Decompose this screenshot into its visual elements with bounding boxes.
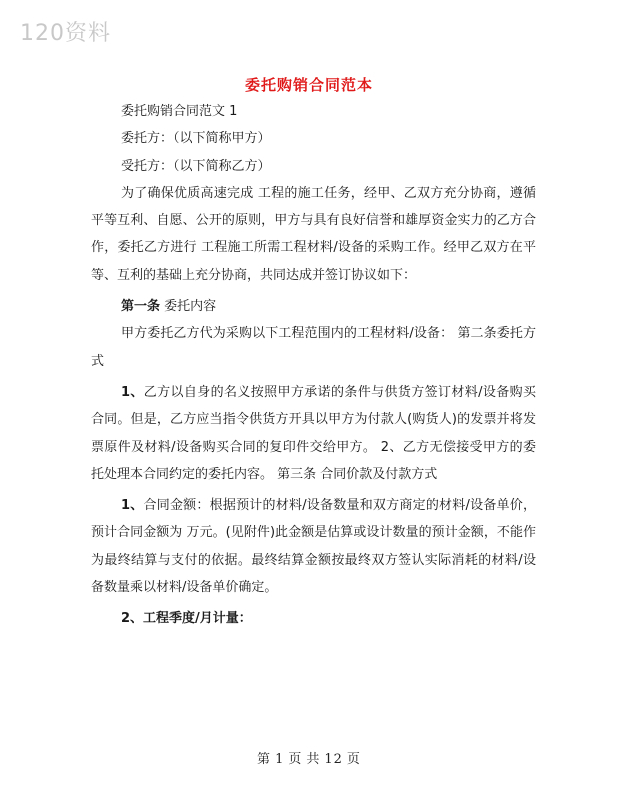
footer-total-word: 共: [306, 752, 321, 767]
footer-page-word: 第: [257, 752, 272, 767]
amount-clause-text: 合同金额：根据预计的材料/设备数量和双方商定的材料/设备单价，预计合同金额为 万元。(见附件)此金额是估算或设计数量的预计金额，不能作为最终结算与支付的依据。最终结算金额按最终双方签认实际消耗的材料/设备数量乘以材料/设备单价确定。: [91, 498, 536, 596]
footer-page-current: 1: [275, 752, 285, 767]
clause-1-number: 1、: [121, 384, 144, 400]
paragraph-quarterly-measure: [91, 605, 536, 632]
footer-page-total: 12: [324, 752, 343, 767]
page-footer: [0, 748, 618, 767]
paragraph-client: 委托方：（以下简称甲方）: [121, 131, 271, 147]
paragraph-preamble: 为了确保优质高速完成 工程的施工任务，经甲、乙双方充分协商，遵循平等互利、自愿、公开的原则，甲方与具有良好信誉和雄厚资金实力的乙方合作，委托乙方进行 工程施工所需工程材料/设备的采购工作。经甲乙双方在平等、互利的基础上充分协商，共同达成并签订协议如下：: [91, 185, 536, 283]
article-1-heading: 委托内容: [160, 299, 217, 315]
footer-page-unit: 页: [288, 752, 303, 767]
watermark-logo: 120资料: [20, 21, 111, 46]
document-title: 委托购销合同范本: [244, 76, 373, 94]
article-1-label: 第一条: [121, 299, 161, 315]
measure-clause-number: 2、: [121, 611, 144, 627]
measure-clause-text: 工程季度/月计量：: [143, 611, 252, 627]
paragraph-agent: 受托方：（以下简称乙方）: [121, 158, 271, 174]
amount-clause-number: 1、: [121, 498, 144, 514]
clause-1-text: 乙方以自身的名义按照甲方承诺的条件与供货方签订材料/设备购买合同。但是，乙方应当指令供货方开具以甲方为付款人(购货人)的发票并将发票原件及材料/设备购买合同的复印件交给甲方。 2、乙方无偿接受甲方的委托处理本合同约定的委托内容。 第三条 合同价款及付款方式: [91, 384, 536, 482]
paragraph-entrust-content: 甲方委托乙方代为采购以下工程范围内的工程材料/设备： 第二条委托方式: [91, 326, 536, 369]
paragraph-article-1: [91, 293, 536, 320]
document-body: [91, 98, 536, 633]
paragraph-contract-amount: [91, 492, 536, 601]
paragraph-contract-subtitle: 委托购销合同范文 1: [121, 104, 238, 119]
footer-total-unit: 页: [346, 752, 361, 767]
paragraph-clause-1: [91, 379, 536, 488]
